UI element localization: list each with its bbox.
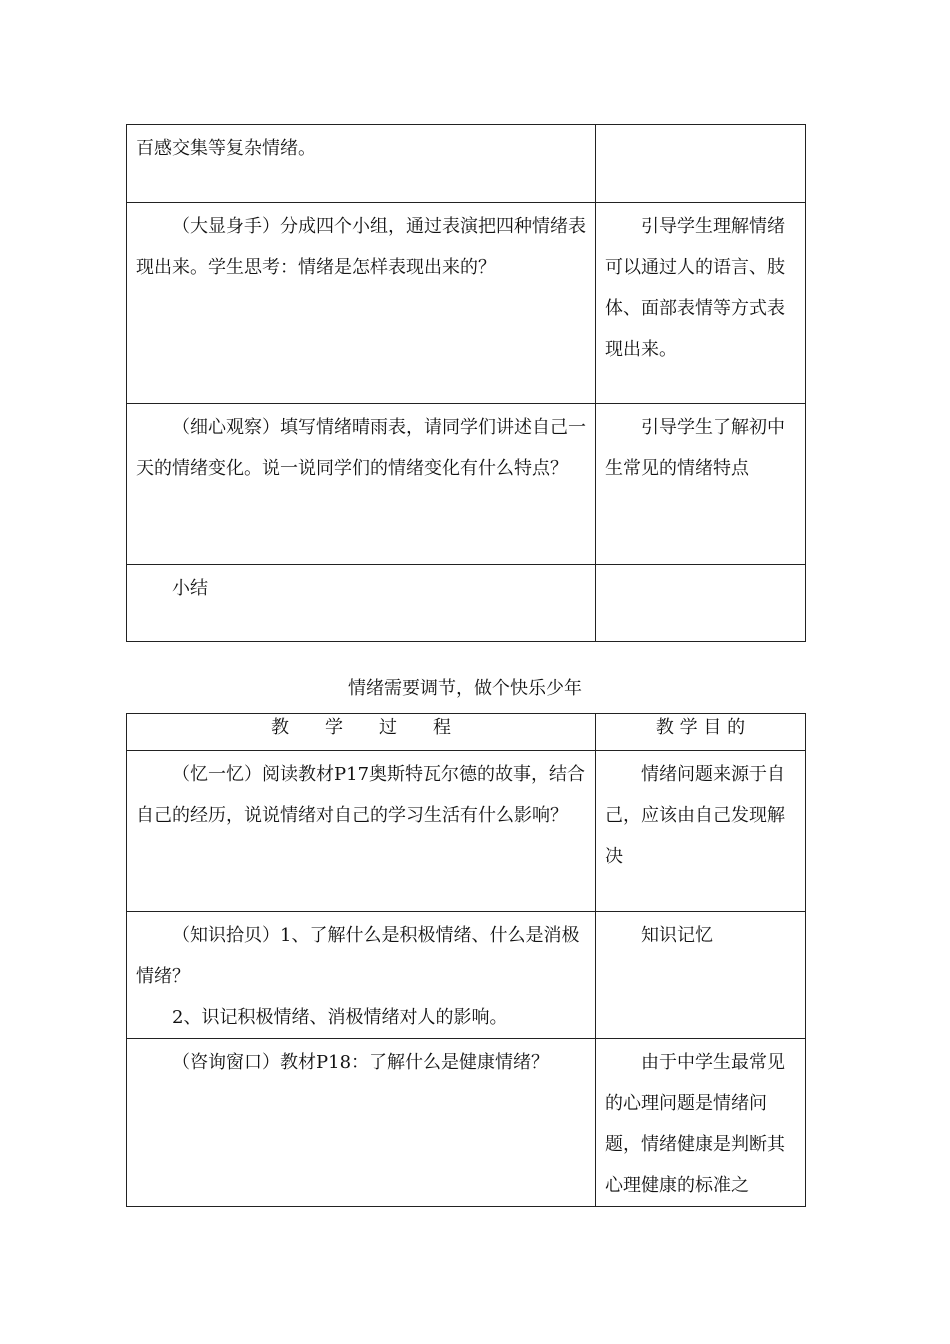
header-goal-label: 教 学 目 的	[655, 717, 746, 738]
process-text: （忆一忆）阅读教材P17奥斯特瓦尔德的故事，结合自己的经历，说说情绪对自己的学习生活有什么影响？	[136, 764, 586, 826]
process-text: （大显身手）分成四个小组，通过表演把四种情绪表现出来。学生思考：情绪是怎样表现出来的？	[136, 216, 586, 278]
header-process-label: 教 学 过 程	[271, 717, 451, 738]
goal-cell	[596, 565, 806, 642]
process-cell	[127, 1039, 596, 1207]
process-cell	[127, 203, 596, 404]
process-text: 百感交集等复杂情绪。	[136, 138, 316, 159]
goal-cell	[596, 751, 806, 912]
lesson-table-2	[126, 713, 806, 1207]
process-text: 2、识记积极情绪、消极情绪对人的影响。	[172, 1007, 508, 1028]
process-text: （咨询窗口）教材P18：了解什么是健康情绪？	[172, 1052, 550, 1073]
process-cell	[127, 125, 596, 203]
process-cell	[127, 751, 596, 912]
process-text: （细心观察）填写情绪晴雨表，请同学们讲述自己一天的情绪变化。说一说同学们的情绪变化有什么特点？	[136, 417, 586, 479]
goal-text: 由于中学生最常见的心理问题是情绪问题，情绪健康是判断其心理健康的标准之	[605, 1052, 785, 1196]
goal-cell	[596, 912, 806, 1039]
goal-text: 知识记忆	[641, 925, 713, 946]
process-cell	[127, 404, 596, 565]
process-cell	[127, 912, 596, 1039]
summary-label: 小结	[172, 578, 208, 599]
goal-cell	[596, 125, 806, 203]
header-goal	[596, 714, 806, 751]
goal-cell	[596, 1039, 806, 1207]
lesson-table-1	[126, 124, 806, 642]
header-process	[127, 714, 596, 751]
goal-text: 情绪问题来源于自己，应该由自己发现解决	[605, 764, 785, 867]
process-cell	[127, 565, 596, 642]
process-text: （知识拾贝）1、了解什么是积极情绪、什么是消极情绪？	[136, 925, 580, 987]
goal-cell	[596, 404, 806, 565]
section-title: 情绪需要调节，做个快乐少年	[348, 678, 582, 699]
goal-text: 引导学生理解情绪可以通过人的语言、肢体、面部表情等方式表现出来。	[605, 216, 785, 360]
goal-cell	[596, 203, 806, 404]
goal-text: 引导学生了解初中生常见的情绪特点	[605, 417, 785, 479]
